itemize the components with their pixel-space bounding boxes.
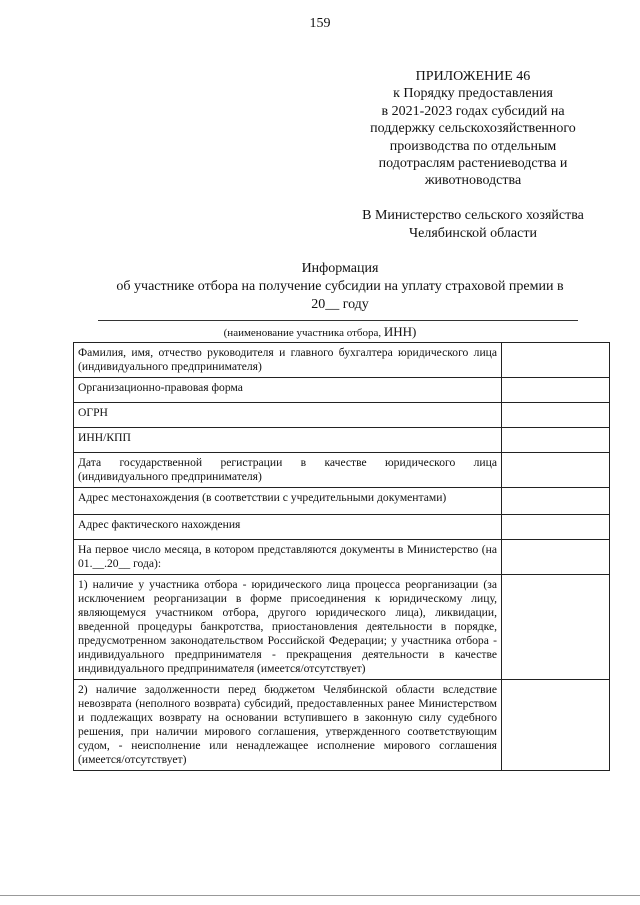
title-line: Информация	[301, 261, 379, 276]
row-label: Дата государственной регистрации в качестве юридического лица (индивидуального предпринимателя)	[74, 453, 502, 488]
page-number: 159	[309, 16, 331, 31]
row-label: Адрес местонахождения (в соответствии с учредительными документами)	[74, 488, 502, 515]
row-label: Фамилия, имя, отчество руководителя и главного бухгалтера юридического лица (индивидуального предпринимателя)	[74, 343, 502, 378]
row-label: На первое число месяца, в котором представляются документы в Министерство (на 01.__.20__ года):	[74, 540, 502, 575]
table-row	[74, 515, 610, 540]
appendix-line: к Порядку предоставления	[393, 86, 553, 102]
addressee-line: Челябинской области	[409, 226, 537, 241]
row-value	[502, 453, 610, 488]
table-row	[74, 428, 610, 453]
table-row	[74, 540, 610, 575]
row-value	[502, 403, 610, 428]
participant-name-caption	[0, 324, 640, 340]
appendix-line: животноводства	[424, 173, 522, 189]
title-line: об участнике отбора на получение субсидии на уплату страховой премии в	[116, 279, 564, 294]
appendix-line: поддержку сельскохозяйственного	[370, 121, 576, 137]
appendix-line: подотраслям растениеводства и	[378, 156, 568, 172]
table-row	[74, 453, 610, 488]
title-line: 20__ году	[311, 297, 369, 312]
participant-name-field	[98, 320, 578, 321]
addressee	[318, 207, 628, 243]
table-row	[74, 575, 610, 680]
addressee-line: В Министерство сельского хозяйства	[362, 208, 584, 223]
row-value	[502, 343, 610, 378]
row-value	[502, 378, 610, 403]
row-value	[502, 540, 610, 575]
table-row	[74, 403, 610, 428]
row-value	[502, 680, 610, 771]
table-row	[74, 680, 610, 771]
row-label: 1) наличие у участника отбора - юридического лица процесса реорганизации (за исключением реорганизации в форме присоединения к юридическому лицу, являющемуся участником отбора, другого юридического лица), ликвидации, введенной процедуры банкротства, приостановления деятельности в порядке, предусмотренном законодательством Российской Федерации; у участника отбора - индивидуального предпринимателя - прекращения деятельности в качестве индивидуального предпринимателя (имеется/отсутствует)	[74, 575, 502, 680]
row-value	[502, 428, 610, 453]
appendix-line: производства по отдельным	[389, 138, 557, 154]
page-bottom-edge	[0, 895, 640, 896]
appendix-line: ПРИЛОЖЕНИЕ 46	[415, 69, 531, 84]
row-label: ИНН/КПП	[74, 428, 502, 453]
table-row	[74, 378, 610, 403]
appendix-line: в 2021-2023 годах субсидий на	[381, 103, 565, 119]
caption-text: (наименование участника отбора,	[223, 327, 384, 339]
row-label: 2) наличие задолженности перед бюджетом Челябинской области вследствие невозврата (неполного возврата) субсидий, предоставленных ранее Министерством и подлежащих возврату на основании вступившего в законную силу судебного решения, при наличии мирового соглашения, утвержденного соответствующим судом, - неисполнение или ненадлежащее исполнение мирового соглашения (имеется/отсутствует)	[74, 680, 502, 771]
row-value	[502, 515, 610, 540]
info-table	[73, 342, 610, 771]
table-row	[74, 343, 610, 378]
row-value	[502, 575, 610, 680]
row-label: ОГРН	[74, 403, 502, 428]
appendix-header	[318, 68, 628, 190]
row-value	[502, 488, 610, 515]
table-row	[74, 488, 610, 515]
caption-inn: ИНН)	[383, 324, 417, 339]
row-label: Организационно-правовая форма	[74, 378, 502, 403]
row-label: Адрес фактического нахождения	[74, 515, 502, 540]
document-title	[60, 260, 620, 314]
